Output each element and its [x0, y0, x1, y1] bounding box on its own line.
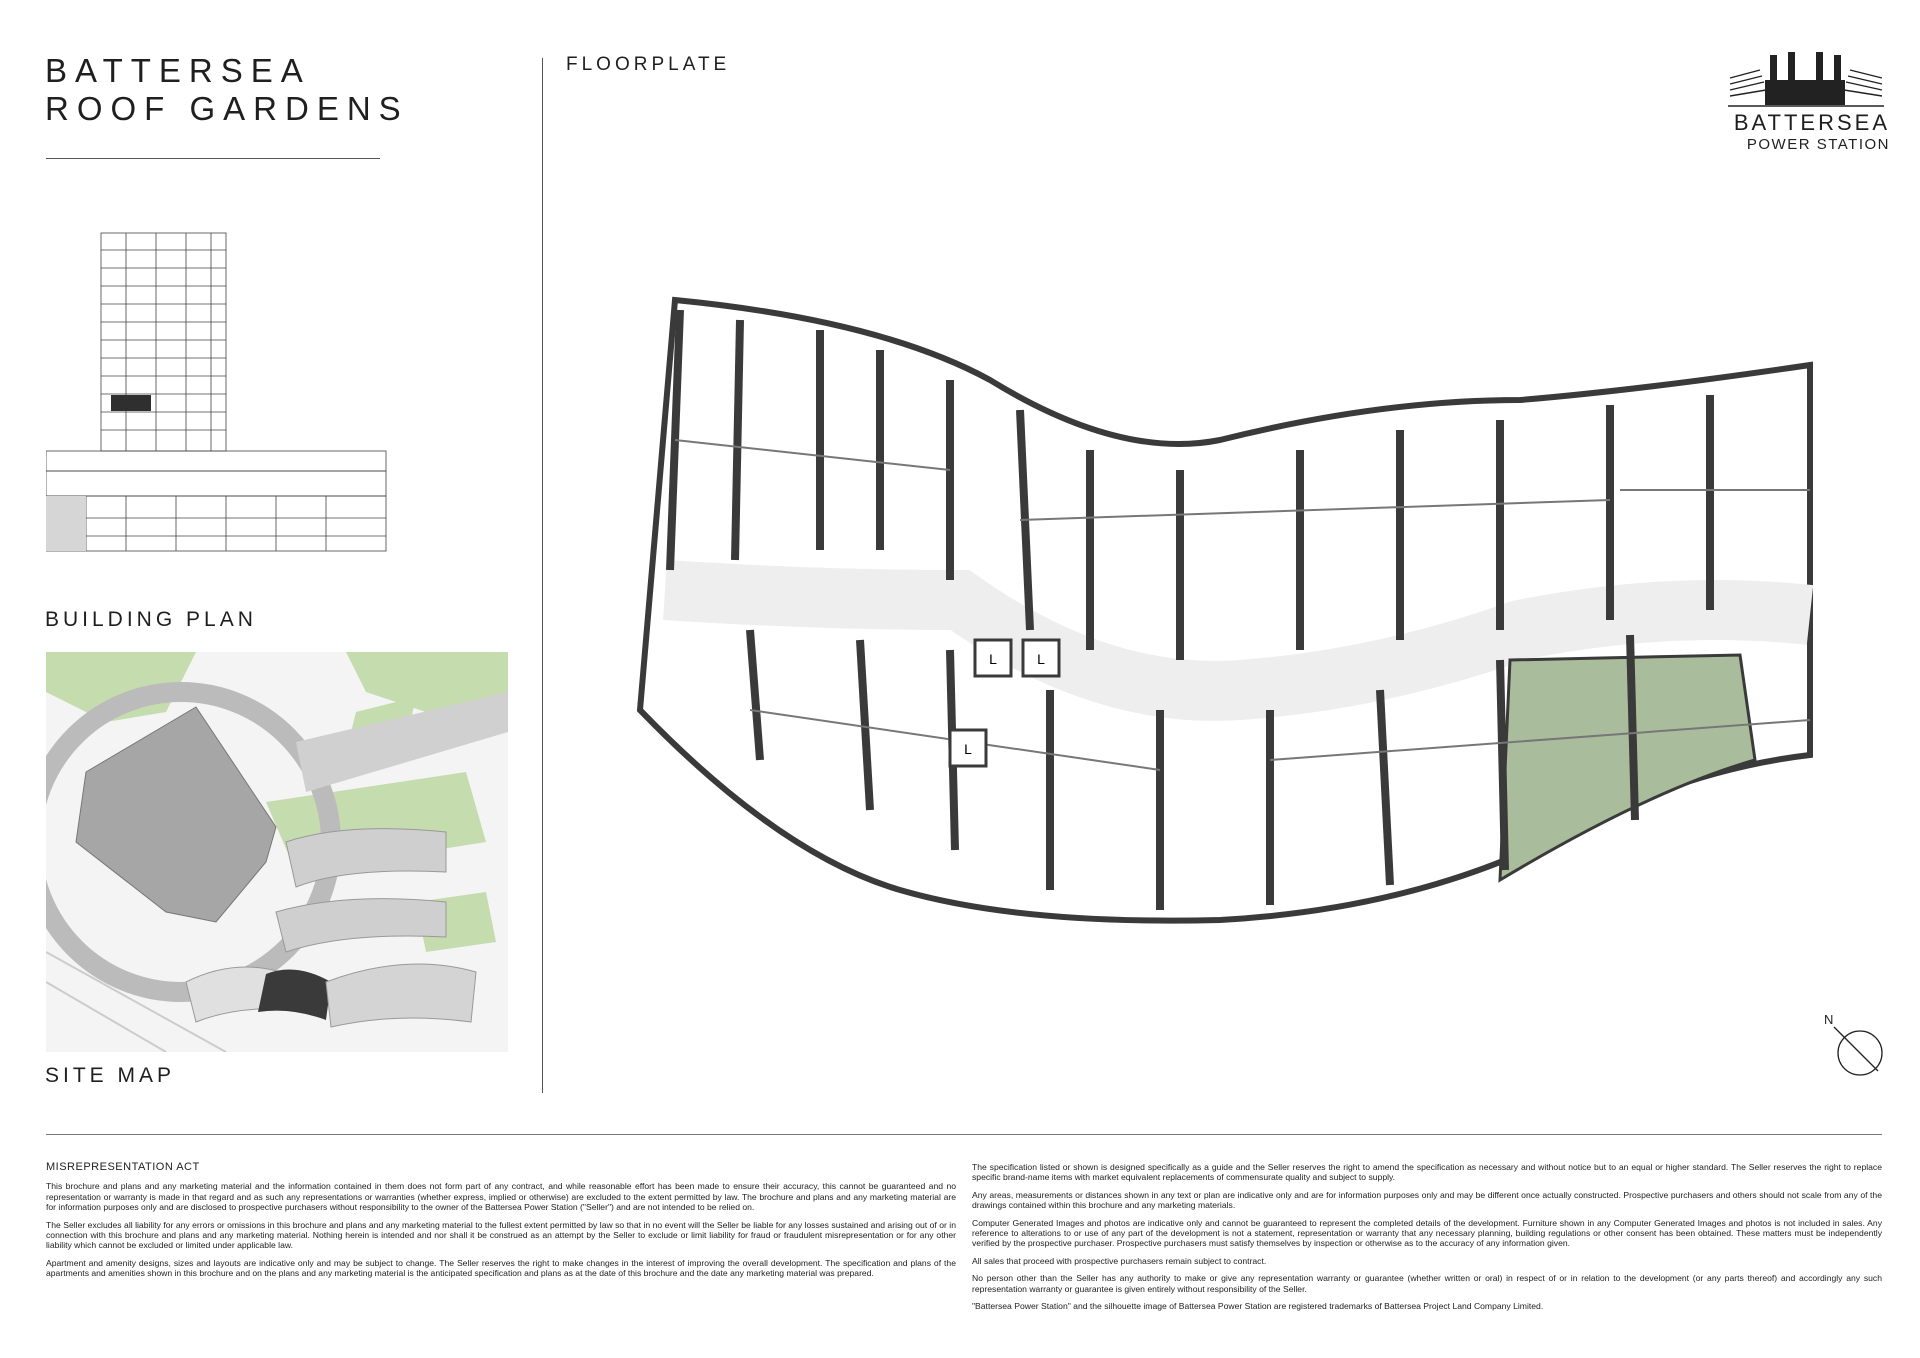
legal-paragraph: This brochure and plans and any marketing material and the information contained in them does not form part of any contract, and while reasonable effort has been made to ensure their accuracy, this cannot be guaranteed and no representation or warranty is made in that regard and as such any representations or warranties (whether express, implied or otherwise) are excluded to the extent permitted by law. The brochure and plans and any marketing material are for information purposes only and are disclosed to prospective purchasers without responsibility to the owner of the Battersea Power Station ("Seller") and are not intended to be relied on.	[46, 1181, 956, 1213]
legal-left-column	[46, 1162, 956, 1286]
legal-paragraph: All sales that proceed with prospective purchasers remain subject to contract.	[972, 1255, 1267, 1266]
legal-paragraph: Computer Generated Images and photos are indicative only and cannot be guaranteed to represent the completed details of the development. Furniture shown in any Computer Generated Images and photos is not included in sales. Any reference to alterations to or use of any part of the development is not a statement, representation or warranty that any necessary planning, building regulations or other consent has been obtained. These matters must be independently verified by the prospective purchaser. Prospective purchasers must satisfy themselves by inspection or otherwise as to the accuracy of any information given.	[972, 1217, 1882, 1249]
legal-paragraph: The Seller excludes all liability for any errors or omissions in this brochure and plans and any marketing material to the fullest extent permitted by law so that in no event will the Seller be liable for any losses sustained and arising out of or in connection with this brochure and plans and any marketing material. Nothing herein is intended and nor shall it be construed as an attempt by the Seller to exclude or limit liability for fraud or fraudulent misrepresentation or for any other liability which cannot be excluded or limited under applicable law.	[46, 1219, 956, 1251]
legal-right-column	[972, 1162, 1882, 1318]
building-plan-label: BUILDING PLAN	[45, 608, 257, 631]
floorplate-plan	[620, 290, 1820, 930]
title-line-2: ROOF GARDENS	[45, 90, 409, 127]
misrepresentation-heading: MISREPRESENTATION ACT	[46, 1161, 200, 1173]
legal-paragraph: Any areas, measurements or distances shown in any text or plan are indicative only and are for information purposes only and may be different once actually constructed. Prospective purchasers and others should not scale from any of the drawings contained within this brochure and any marketing materials.	[972, 1189, 1882, 1211]
column-divider	[542, 58, 543, 1093]
footer-divider	[46, 1134, 1882, 1135]
logo-line-2: POWER STATION	[1746, 136, 1890, 153]
lift-label-2: L	[1037, 651, 1045, 667]
site-map	[46, 652, 508, 1052]
north-label: N	[1824, 1012, 1834, 1027]
title-divider	[46, 158, 380, 159]
floorplate-heading: FLOORPLATE	[566, 54, 731, 75]
legal-paragraph: The specification listed or shown is designed specifically as a guide and the Seller reserves the right to amend the specification as necessary and without notice but to an equal or higher standard. The Seller reserves the right to replace specific brand-name items with market equivalent replacements of commensurate quality and subject to supply.	[972, 1162, 1882, 1183]
lift-label-1: L	[989, 651, 997, 667]
site-map-label: SITE MAP	[45, 1064, 176, 1087]
title-line-1: BATTERSEA	[45, 52, 311, 89]
legal-paragraph: Apartment and amenity designs, sizes and layouts are indicative only and may be subject to change. The Seller reserves the right to make changes in the interest of improving the overall development. The specification and plans of the apartments and amenities shown in this brochure and on the plans and any marketing material is the anticipated specification and plans as at the date of this brochure and the date any marketing material was prepared.	[46, 1257, 956, 1279]
legal-paragraph: "Battersea Power Station" and the silhouette image of Battersea Power Station are registered trademarks of Battersea Project Land Company Limited.	[972, 1301, 1544, 1312]
power-station-silhouette-icon	[1720, 50, 1890, 110]
logo-line-1: BATTERSEA	[1733, 110, 1890, 135]
north-compass	[1820, 1010, 1890, 1080]
lift-label-3: L	[964, 741, 972, 757]
compass-icon	[1820, 1010, 1890, 1080]
legal-paragraph: No person other than the Seller has any authority to make or give any representation warranty or guarantee (whether written or oral) in respect of or in relation to the development (or any parts thereof) and accordingly any such representation warranty or guarantee is given entirely without responsibility of the Seller.	[972, 1273, 1882, 1294]
development-title	[45, 52, 409, 128]
battersea-logo	[1720, 50, 1890, 153]
building-elevation	[46, 228, 391, 598]
